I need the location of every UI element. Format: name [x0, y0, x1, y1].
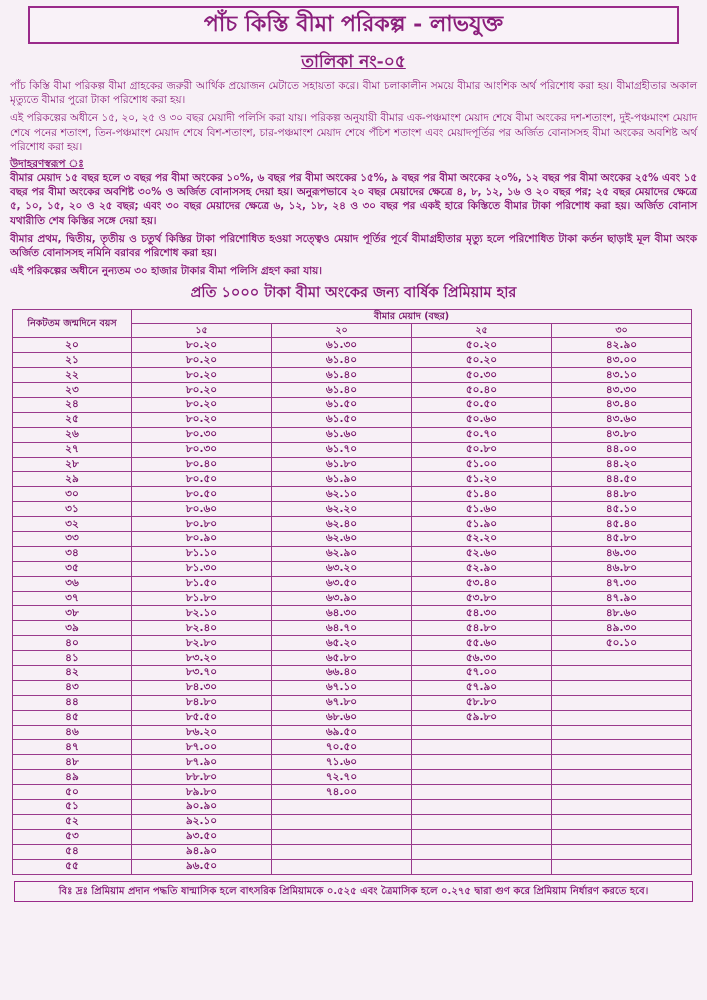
premium-cell: ৫৭.৯০ — [412, 680, 552, 695]
table-row — [13, 651, 692, 666]
premium-cell: ৪৮.৬০ — [552, 606, 692, 621]
premium-cell: ৬৩.৫০ — [272, 576, 412, 591]
premium-cell: ৮১.৫০ — [132, 576, 272, 591]
premium-cell: ৬৪.৭০ — [272, 621, 412, 636]
premium-cell: ৫৩.৮০ — [412, 591, 552, 606]
premium-cell — [272, 800, 412, 815]
premium-cell: ৫০.২০ — [412, 353, 552, 368]
premium-cell: ৪৩.৮০ — [552, 427, 692, 442]
premium-cell: ৮০.২০ — [132, 368, 272, 383]
table-row — [13, 740, 692, 755]
age-cell: ৩৯ — [13, 621, 132, 636]
table-row — [13, 502, 692, 517]
table-row — [13, 517, 692, 532]
premium-cell — [412, 785, 552, 800]
premium-cell: ৮৫.৫০ — [132, 710, 272, 725]
premium-cell: ৮০.৫০ — [132, 487, 272, 502]
age-cell: ৪৮ — [13, 755, 132, 770]
premium-cell: ৪৩.৩০ — [552, 383, 692, 398]
premium-cell: ৭১.৬০ — [272, 755, 412, 770]
premium-cell: ৬১.৭০ — [272, 442, 412, 457]
age-cell: ৩৪ — [13, 546, 132, 561]
premium-cell: ৮১.৩০ — [132, 561, 272, 576]
premium-cell: ৪৫.৮০ — [552, 532, 692, 547]
premium-cell: ৬৯.৫০ — [272, 725, 412, 740]
premium-cell — [272, 829, 412, 844]
premium-cell: ৮০.২০ — [132, 338, 272, 353]
premium-cell: ৮০.২০ — [132, 353, 272, 368]
terms-paragraph: এই পরিকল্পের অধীনে ১৫, ২০, ২৫ ও ৩০ বছর মেয়াদী পলিসি করা যায়। পরিকল্প অনুযায়ী বীমার এক-পঞ্চমাংশ মেয়াদ শেষে বীমা অংকের দশ-শতাংশ, দুই-পঞ্চমাংশ মেয়াদ শেষে পনের শতাংশ, তিন-পঞ্চমাংশ মেয়াদ শেষে বিশ-শতাংশ, চার-পঞ্চমাংশ মেয়াদ শেষে পঁচিশ শতাংশ এবং মেয়াদপূর্তির পর অর্জিত বোনাসসহ বীমা অংকের অবশিষ্ট অর্থ পরিশোধ করা হয়। — [10, 112, 697, 153]
age-cell: ৩৫ — [13, 561, 132, 576]
table-row — [13, 457, 692, 472]
premium-cell: ৬১.৮০ — [272, 457, 412, 472]
premium-cell: ৪৫.১০ — [552, 502, 692, 517]
premium-cell: ৮১.৮০ — [132, 591, 272, 606]
table-row — [13, 859, 692, 874]
premium-cell — [552, 695, 692, 710]
premium-cell: ৬১.৩০ — [272, 338, 412, 353]
table-row — [13, 368, 692, 383]
premium-cell: ৪৪.০০ — [552, 442, 692, 457]
premium-cell: ৫১.৯০ — [412, 517, 552, 532]
premium-cell: ৪৪.৮০ — [552, 487, 692, 502]
premium-cell — [552, 800, 692, 815]
age-cell: ৪১ — [13, 651, 132, 666]
minimum-policy-paragraph: এই পরিকল্পের অধীনে নুন্যতম ৩০ হাজার টাকার বীমা পলিসি গ্রহণ করা যায়। — [10, 265, 322, 278]
term-header-15: ১৫ — [132, 324, 272, 338]
age-cell: ২৮ — [13, 457, 132, 472]
table-row — [13, 844, 692, 859]
table-row — [13, 606, 692, 621]
age-cell: ৩৬ — [13, 576, 132, 591]
table-row — [13, 532, 692, 547]
age-cell: ৩১ — [13, 502, 132, 517]
premium-cell: ৬১.৪০ — [272, 383, 412, 398]
premium-cell: ৮০.৬০ — [132, 502, 272, 517]
age-cell: ৩৩ — [13, 532, 132, 547]
example-heading: উদাহরণস্বরূপ ঃ — [10, 158, 84, 171]
premium-cell: ৪২.৯০ — [552, 338, 692, 353]
premium-cell: ৫২.৬০ — [412, 546, 552, 561]
age-cell: ৪৬ — [13, 725, 132, 740]
premium-cell — [552, 859, 692, 874]
premium-cell — [552, 844, 692, 859]
premium-cell: ৫০.৮০ — [412, 442, 552, 457]
premium-rate-table — [12, 309, 692, 874]
table-row — [13, 829, 692, 844]
age-cell: ২৯ — [13, 472, 132, 487]
premium-cell — [272, 859, 412, 874]
premium-cell — [412, 740, 552, 755]
premium-cell: ৮২.৮০ — [132, 636, 272, 651]
premium-cell — [412, 829, 552, 844]
age-cell: ৩২ — [13, 517, 132, 532]
age-cell: ৩০ — [13, 487, 132, 502]
age-cell: ৩৭ — [13, 591, 132, 606]
premium-cell: ৫১.০০ — [412, 457, 552, 472]
premium-cell: ৪৩.৪০ — [552, 398, 692, 413]
premium-cell: ৪৩.১০ — [552, 368, 692, 383]
premium-cell: ৮০.৯০ — [132, 532, 272, 547]
premium-cell: ৪৩.০০ — [552, 353, 692, 368]
premium-cell: ৬৩.২০ — [272, 561, 412, 576]
premium-cell: ৫৫.৬০ — [412, 636, 552, 651]
age-cell: ৫৩ — [13, 829, 132, 844]
age-cell: ২১ — [13, 353, 132, 368]
age-cell: ২৪ — [13, 398, 132, 413]
table-row — [13, 472, 692, 487]
age-cell: ৫৫ — [13, 859, 132, 874]
premium-cell: ৪৬.৩০ — [552, 546, 692, 561]
death-benefit-paragraph: বীমার প্রথম, দ্বিতীয়, তৃতীয় ও চতুর্থ কিস্তির টাকা পরিশোধিত হওয়া সত্ত্বেও মেয়াদ পূর্তির পূর্বে বীমাগ্রহীতার মৃত্যু হলে পরিশোধিত টাকা কর্তন ছাড়াই মূল বীমা অংক অর্জিত বোনাসসহ নমিনি বরাবর পরিশোধ করা হয়। — [10, 232, 697, 260]
age-cell: ৫২ — [13, 814, 132, 829]
premium-cell: ৫২.২০ — [412, 532, 552, 547]
premium-cell — [412, 800, 552, 815]
premium-cell — [552, 829, 692, 844]
table-row — [13, 800, 692, 815]
plan-title: পাঁচ কিস্তি বীমা পরিকল্প - লাভযুক্ত — [28, 6, 679, 44]
premium-cell: ৪৬.৮০ — [552, 561, 692, 576]
age-cell: ২২ — [13, 368, 132, 383]
table-row — [13, 755, 692, 770]
premium-cell: ৮০.৩০ — [132, 427, 272, 442]
premium-cell: ৬১.৪০ — [272, 368, 412, 383]
premium-cell: ৬২.২০ — [272, 502, 412, 517]
term-header-20: ২০ — [272, 324, 412, 338]
premium-cell: ৯৪.৯০ — [132, 844, 272, 859]
premium-cell — [412, 814, 552, 829]
premium-cell: ৫৭.০০ — [412, 666, 552, 681]
example-paragraph: বীমার মেয়াদ ১৫ বছর হলে ৩ বছর পর বীমা অংকের ১০%, ৬ বছর পর বীমা অংকের ১৫%, ৯ বছর পর বীমা অংকের ২০%, ১২ বছর পর বীমা অংকের ২৫% এবং ১৫ বছর পর বীমা অংকের অবশিষ্ট ৩০% ও অর্জিত বোনাসসহ দেয়া হয়। অনুরূপভাবে ২০ বছর মেয়াদের ক্ষেত্রে ৪, ৮, ১২, ১৬ ও ২০ বছর পর; ২৫ বছর মেয়াদের ক্ষেত্রে ৫, ১০, ১৫, ২০ ও ২৫ বছর; এবং ৩০ বছর মেয়াদের ক্ষেত্রে ৬, ১২, ১৮, ২৪ ও ৩০ বছর পর একই হারে কিস্তিতে বীমার টাকা পরিশোধ করা হয়। অর্জিত বোনাস যথারীতি শেষ কিস্তির সঙ্গে দেয়া হয়। — [10, 172, 697, 227]
premium-cell: ৬৭.১০ — [272, 680, 412, 695]
table-row — [13, 338, 692, 353]
table-row — [13, 442, 692, 457]
premium-cell: ৭২.৭০ — [272, 770, 412, 785]
premium-cell: ৮০.৩০ — [132, 442, 272, 457]
age-cell: ৪৫ — [13, 710, 132, 725]
premium-cell: ৬৩.৯০ — [272, 591, 412, 606]
table-row — [13, 621, 692, 636]
table-row — [13, 695, 692, 710]
term-group-header: বীমার মেয়াদ (বছর) — [132, 310, 692, 324]
age-column-header: নিকটতম জন্মদিনে বয়স — [13, 310, 132, 338]
premium-cell: ৬৬.৪০ — [272, 666, 412, 681]
table-row — [13, 487, 692, 502]
premium-cell: ৬৫.৮০ — [272, 651, 412, 666]
premium-cell: ৮০.৮০ — [132, 517, 272, 532]
premium-cell — [552, 710, 692, 725]
premium-cell: ৭৪.০০ — [272, 785, 412, 800]
premium-cell: ৮০.৪০ — [132, 457, 272, 472]
premium-cell: ৭০.৫০ — [272, 740, 412, 755]
premium-cell: ৫০.৫০ — [412, 398, 552, 413]
age-cell: ৫০ — [13, 785, 132, 800]
premium-cell: ৪৭.৩০ — [552, 576, 692, 591]
premium-cell — [552, 814, 692, 829]
premium-cell: ৮৪.৩০ — [132, 680, 272, 695]
premium-cell: ৯৬.৫০ — [132, 859, 272, 874]
premium-cell — [552, 770, 692, 785]
table-row — [13, 561, 692, 576]
term-header-30: ৩০ — [552, 324, 692, 338]
premium-cell: ৮১.১০ — [132, 546, 272, 561]
age-cell: ৫১ — [13, 800, 132, 815]
premium-cell: ৪৯.৩০ — [552, 621, 692, 636]
age-cell: ২৭ — [13, 442, 132, 457]
premium-cell: ৪৪.২০ — [552, 457, 692, 472]
table-row — [13, 636, 692, 651]
premium-cell: ৫৪.৩০ — [412, 606, 552, 621]
premium-cell: ৫৩.৪০ — [412, 576, 552, 591]
premium-cell: ৫১.২০ — [412, 472, 552, 487]
premium-cell: ৬১.৫০ — [272, 412, 412, 427]
premium-cell — [552, 651, 692, 666]
premium-cell: ৬২.৬০ — [272, 532, 412, 547]
premium-cell: ৪৫.৪০ — [552, 517, 692, 532]
age-cell: ২৫ — [13, 412, 132, 427]
premium-cell — [552, 666, 692, 681]
premium-cell: ৪৭.৯০ — [552, 591, 692, 606]
table-row — [13, 576, 692, 591]
premium-cell: ৫৯.৮০ — [412, 710, 552, 725]
age-cell: ২৬ — [13, 427, 132, 442]
age-cell: ৪৩ — [13, 680, 132, 695]
premium-cell: ৬১.৪০ — [272, 353, 412, 368]
premium-cell: ৮৩.৭০ — [132, 666, 272, 681]
premium-cell: ৬২.৯০ — [272, 546, 412, 561]
premium-cell: ৫১.৬০ — [412, 502, 552, 517]
table-row — [13, 710, 692, 725]
premium-cell: ৯০.৯০ — [132, 800, 272, 815]
age-cell: ৪৯ — [13, 770, 132, 785]
premium-cell: ৫০.৩০ — [412, 368, 552, 383]
table-row — [13, 814, 692, 829]
premium-cell — [412, 725, 552, 740]
premium-cell: ৫০.২০ — [412, 338, 552, 353]
age-cell: ৫৪ — [13, 844, 132, 859]
table-row — [13, 412, 692, 427]
premium-cell: ৮৮.৮০ — [132, 770, 272, 785]
premium-cell: ৮৬.২০ — [132, 725, 272, 740]
table-row — [13, 785, 692, 800]
premium-cell: ৫৬.৩০ — [412, 651, 552, 666]
premium-cell: ৯২.১০ — [132, 814, 272, 829]
premium-cell — [412, 755, 552, 770]
premium-cell: ৫০.৪০ — [412, 383, 552, 398]
premium-cell: ৮৭.৯০ — [132, 755, 272, 770]
premium-cell: ৫১.৪০ — [412, 487, 552, 502]
premium-cell: ৬২.৪০ — [272, 517, 412, 532]
premium-cell: ৮২.১০ — [132, 606, 272, 621]
premium-cell: ৫৮.৮০ — [412, 695, 552, 710]
premium-cell: ৮০.২০ — [132, 412, 272, 427]
table-row — [13, 725, 692, 740]
premium-table-title: প্রতি ১০০০ টাকা বীমা অংকের জন্য বার্ষিক প্রিমিয়াম হার — [190, 284, 517, 302]
premium-cell: ৫২.৯০ — [412, 561, 552, 576]
premium-cell: ৮৭.০০ — [132, 740, 272, 755]
premium-cell — [552, 755, 692, 770]
premium-cell: ৫০.৭০ — [412, 427, 552, 442]
age-cell: ৩৮ — [13, 606, 132, 621]
premium-cell: ৮৪.৮০ — [132, 695, 272, 710]
premium-cell: ৬৮.৬০ — [272, 710, 412, 725]
premium-cell — [272, 844, 412, 859]
premium-cell: ৬২.১০ — [272, 487, 412, 502]
premium-cell: ৮০.২০ — [132, 383, 272, 398]
premium-cell — [552, 740, 692, 755]
age-cell: ৪৭ — [13, 740, 132, 755]
table-row — [13, 680, 692, 695]
premium-cell: ৬১.৬০ — [272, 427, 412, 442]
premium-cell: ৫৪.৮০ — [412, 621, 552, 636]
premium-cell: ৬৭.৮০ — [272, 695, 412, 710]
premium-cell: ৮৯.৮০ — [132, 785, 272, 800]
age-cell: ৪২ — [13, 666, 132, 681]
table-row — [13, 353, 692, 368]
table-row — [13, 770, 692, 785]
premium-cell: ৬১.৯০ — [272, 472, 412, 487]
premium-cell: ৪৪.৫০ — [552, 472, 692, 487]
premium-cell — [412, 859, 552, 874]
intro-paragraph: পাঁচ কিস্তি বীমা পরিকল্প বীমা গ্রাহকের জরুরী আর্থিক প্রয়োজন মেটাতে সহায়তা করে। বীমা চলাকালীন সময়ে বীমার আংশিক অর্থ পরিশোধ করা হয়। বীমাগ্রহীতার অকাল মৃত্যুতে বীমার পুরো টাকা পরিশোধ করা হয়। — [10, 80, 697, 107]
premium-cell: ৮২.৪০ — [132, 621, 272, 636]
premium-cell: ৫০.১০ — [552, 636, 692, 651]
premium-cell: ৬১.৫০ — [272, 398, 412, 413]
premium-mode-note: বিঃ দ্রঃ প্রিমিয়াম প্রদান পদ্ধতি ষান্মাসিক হলে বাৎসরিক প্রিমিয়ামকে ০.৫২৫ এবং ত্রৈমাসিক হলে ০.২৭৫ দ্বারা গুণ করে প্রিমিয়াম নির্ধারণ করতে হবে। — [14, 881, 693, 903]
term-header-25: ২৫ — [412, 324, 552, 338]
table-row — [13, 591, 692, 606]
premium-cell: ৮০.৫০ — [132, 472, 272, 487]
table-row — [13, 546, 692, 561]
premium-cell: ৮৩.২০ — [132, 651, 272, 666]
premium-cell — [552, 680, 692, 695]
premium-cell — [552, 725, 692, 740]
table-row — [13, 666, 692, 681]
age-cell: ২৩ — [13, 383, 132, 398]
premium-cell: ৬৪.৩০ — [272, 606, 412, 621]
premium-cell: ৫০.৬০ — [412, 412, 552, 427]
table-row — [13, 427, 692, 442]
table-row — [13, 398, 692, 413]
table-row — [13, 383, 692, 398]
table-number: তালিকা নং-০৫ — [301, 52, 406, 72]
premium-cell — [412, 770, 552, 785]
age-cell: ৪৪ — [13, 695, 132, 710]
age-cell: ৪০ — [13, 636, 132, 651]
premium-cell — [272, 814, 412, 829]
premium-cell: ৬৫.২০ — [272, 636, 412, 651]
premium-cell: ৪৩.৬০ — [552, 412, 692, 427]
premium-cell — [552, 785, 692, 800]
premium-cell: ৮০.২০ — [132, 398, 272, 413]
premium-cell — [412, 844, 552, 859]
premium-cell: ৯৩.৫০ — [132, 829, 272, 844]
age-cell: ২০ — [13, 338, 132, 353]
